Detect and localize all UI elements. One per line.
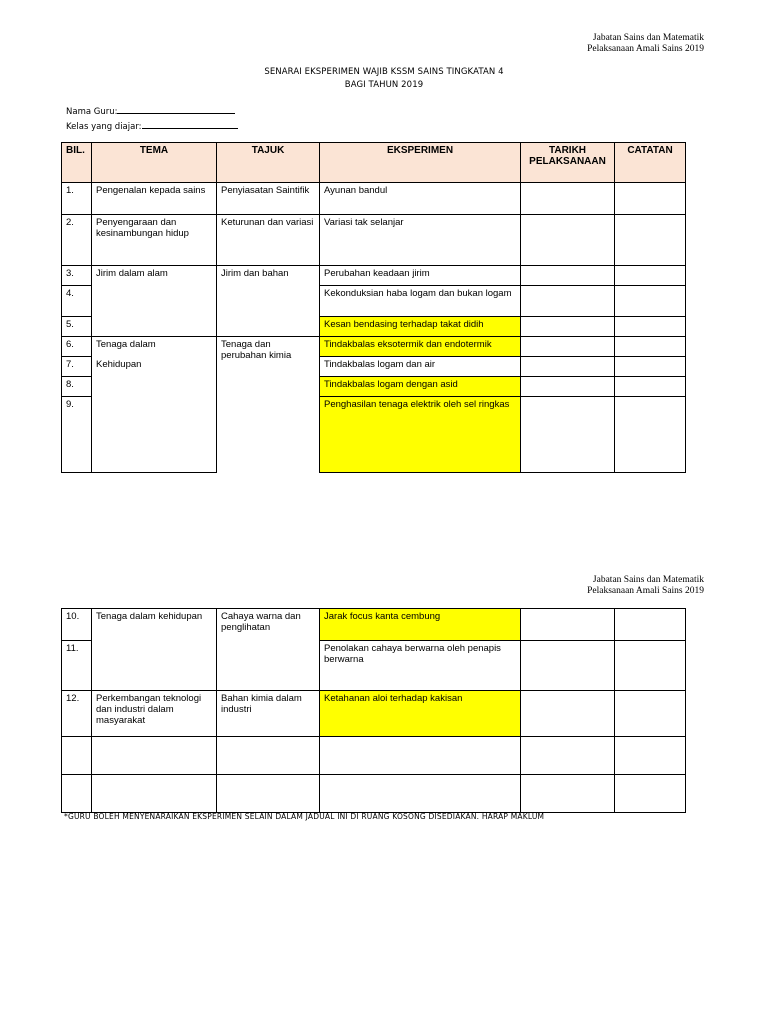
table-row [62,377,686,397]
cell-catatan[interactable] [615,317,686,337]
cell-tajuk: Bahan kimia dalam industri [217,691,320,737]
class-blank[interactable] [142,119,238,129]
cell-tema: Penyengaraan dan kesinambungan hidup [92,215,217,266]
cell-bil: 5. [62,317,92,337]
cell-eksperimen: Tindakbalas logam dengan asid [320,377,521,397]
cell-tajuk: Tenaga dan perubahan kimia [217,337,320,473]
cell-catatan[interactable] [615,397,686,473]
cell-catatan[interactable] [615,337,686,357]
col-header-tajuk: TAJUK [217,143,320,183]
department-name: Jabatan Sains dan Matematik [592,575,704,585]
cell-tajuk[interactable] [217,775,320,813]
cell-eksperimen: Ketahanan aloi terhadap kakisan [320,691,521,737]
teacher-name-row [66,104,238,119]
cell-bil: 1. [62,183,92,215]
cell-tema: Kehidupan [92,357,217,377]
cell-tema[interactable] [92,775,217,813]
table-row [62,357,686,377]
cell-bil: 8. [62,377,92,397]
cell-tema [92,317,217,337]
cell-bil: 7. [62,357,92,377]
program-name: Pelaksanaan Amali Sains 2019 [587,586,704,596]
table-row [62,609,686,641]
col-header-bil: BIL. [62,143,92,183]
table-row [62,641,686,691]
cell-tarikh[interactable] [521,737,615,775]
cell-catatan[interactable] [615,357,686,377]
cell-bil: 11. [62,641,92,691]
cell-bil: 2. [62,215,92,266]
col-header-tema: TEMA [92,143,217,183]
table-row [62,266,686,286]
teacher-info [66,104,238,134]
cell-tema: Tenaga dalam kehidupan [92,609,217,641]
cell-tarikh[interactable] [521,691,615,737]
department-header-page-2 [587,575,704,597]
document-title [0,66,768,92]
teacher-name-blank[interactable] [117,104,235,114]
cell-bil: 9. [62,397,92,473]
cell-tema [92,641,217,691]
cell-tarikh[interactable] [521,266,615,286]
cell-eksperimen: Tindakbalas eksotermik dan endotermik [320,337,521,357]
cell-bil: 12. [62,691,92,737]
cell-tarikh[interactable] [521,609,615,641]
cell-tajuk [217,286,320,317]
col-header-catatan: CATATAN [615,143,686,183]
cell-tarikh[interactable] [521,641,615,691]
cell-tajuk: Penyiasatan Saintifik [217,183,320,215]
cell-catatan[interactable] [615,286,686,317]
experiment-table-1 [61,142,686,473]
cell-eksperimen: Perubahan keadaan jirim [320,266,521,286]
cell-catatan[interactable] [615,775,686,813]
cell-catatan[interactable] [615,266,686,286]
cell-eksperimen: Kesan bendasing terhadap takat didih [320,317,521,337]
table-row [62,691,686,737]
teacher-name-label: Nama Guru: [66,107,118,117]
cell-bil[interactable] [62,775,92,813]
class-row [66,119,238,134]
department-header [587,33,704,55]
cell-tajuk[interactable] [217,737,320,775]
cell-eksperimen[interactable] [320,737,521,775]
table-row-empty [62,737,686,775]
table-row [62,397,686,473]
table-row [62,183,686,215]
cell-catatan[interactable] [615,737,686,775]
cell-eksperimen: Penghasilan tenaga elektrik oleh sel ringkas [320,397,521,473]
cell-eksperimen: Tindakbalas logam dan air [320,357,521,377]
experiment-table-2 [61,608,686,813]
cell-tarikh[interactable] [521,317,615,337]
footnote: *GURU BOLEH MENYENARAIKAN EKSPERIMEN SELAIN DALAM JADUAL INI DI RUANG KOSONG DISEDIAKAN. HARAP MAKLUM [64,812,545,821]
class-label: Kelas yang diajar: [66,122,142,132]
department-name: Jabatan Sains dan Matematik [592,33,704,43]
title-line-1: SENARAI EKSPERIMEN WAJIB KSSM SAINS TINGKATAN 4 [264,67,504,77]
cell-catatan[interactable] [615,609,686,641]
col-header-eksperimen: EKSPERIMEN [320,143,521,183]
cell-catatan[interactable] [615,377,686,397]
cell-tarikh[interactable] [521,397,615,473]
cell-tema[interactable] [92,737,217,775]
cell-catatan[interactable] [615,641,686,691]
cell-tajuk: Jirim dan bahan [217,266,320,286]
table-row [62,317,686,337]
cell-catatan[interactable] [615,183,686,215]
table-row-empty [62,775,686,813]
cell-bil: 4. [62,286,92,317]
cell-bil[interactable] [62,737,92,775]
cell-tarikh[interactable] [521,215,615,266]
cell-tajuk: Cahaya warna dan penglihatan [217,609,320,641]
cell-eksperimen[interactable] [320,775,521,813]
cell-bil: 10. [62,609,92,641]
cell-eksperimen: Kekonduksian haba logam dan bukan logam [320,286,521,317]
cell-tajuk: Keturunan dan variasi [217,215,320,266]
cell-tema: Tenaga dalam [92,337,217,357]
cell-tarikh[interactable] [521,183,615,215]
cell-tarikh[interactable] [521,775,615,813]
cell-tema: Perkembangan teknologi dan industri dalam masyarakat [92,691,217,737]
cell-catatan[interactable] [615,215,686,266]
cell-eksperimen: Ayunan bandul [320,183,521,215]
cell-bil: 6. [62,337,92,357]
title-line-2: BAGI TAHUN 2019 [344,80,424,90]
cell-eksperimen: Jarak focus kanta cembung [320,609,521,641]
table-row [62,337,686,357]
cell-tema: Jirim dalam alam [92,266,217,286]
cell-tarikh[interactable] [521,337,615,357]
cell-tema [92,397,217,473]
cell-catatan[interactable] [615,691,686,737]
cell-tajuk [217,641,320,691]
program-name: Pelaksanaan Amali Sains 2019 [587,44,704,54]
cell-tema [92,377,217,397]
cell-tema [92,286,217,317]
cell-tajuk [217,317,320,337]
cell-eksperimen: Variasi tak selanjar [320,215,521,266]
cell-tarikh[interactable] [521,357,615,377]
cell-tarikh[interactable] [521,286,615,317]
col-header-tarikh: TARIKH PELAKSANAAN [521,143,615,183]
cell-tema: Pengenalan kepada sains [92,183,217,215]
table-row [62,215,686,266]
table-row [62,286,686,317]
cell-tarikh[interactable] [521,377,615,397]
cell-eksperimen: Penolakan cahaya berwarna oleh penapis berwarna [320,641,521,691]
cell-bil: 3. [62,266,92,286]
table-header-row [62,143,686,183]
